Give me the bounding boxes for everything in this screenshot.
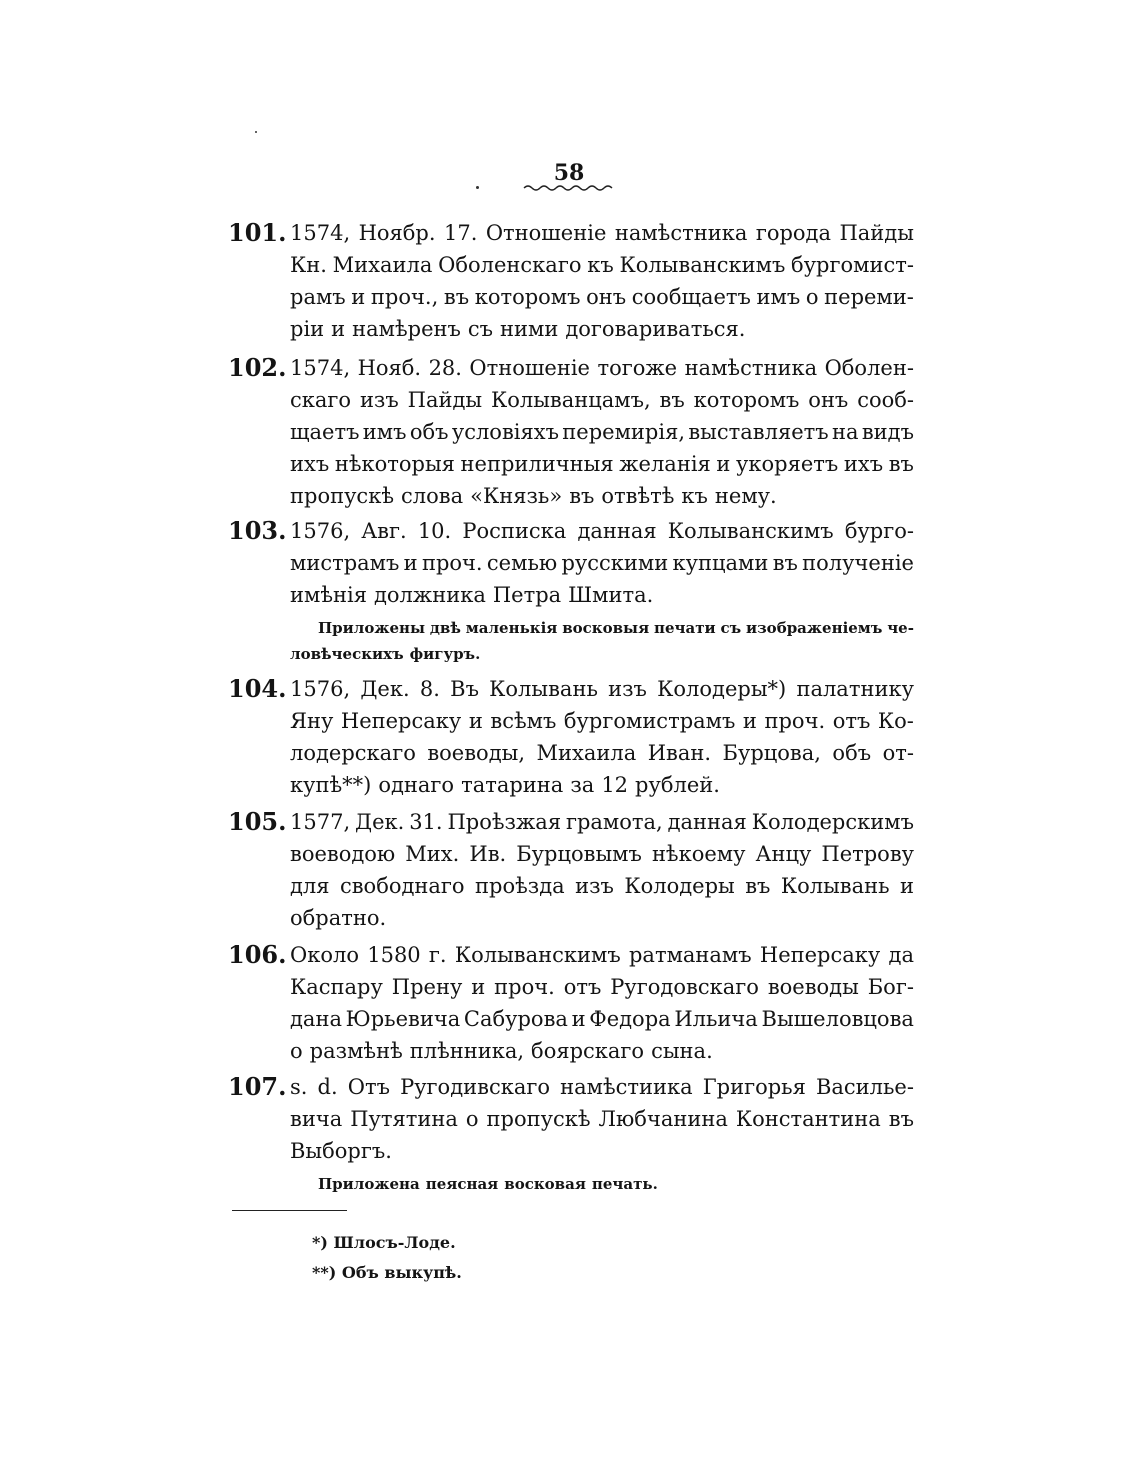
- text-line: имѣнiя должника Петра Шмита.: [290, 583, 654, 607]
- text-line: 1576, Авг. 10. Росписка данная Колыванскимъ бурго-: [290, 519, 914, 543]
- text-line: Кн. Михаила Оболенскаго къ Колыванскимъ бургомист-: [290, 253, 914, 277]
- entry-103: [228, 515, 914, 667]
- entry-text: [290, 673, 914, 801]
- entry-106: [228, 939, 914, 1067]
- text-line: пропускѣ слова «Князь» въ отвѣтѣ къ нему.: [290, 484, 777, 508]
- text-line: Около 1580 г. Колыванскимъ ратманамъ Неперсаку да: [290, 943, 914, 967]
- text-line: купѣ**) однаго татарина за 12 рублей.: [290, 773, 720, 797]
- entry-number: 107.: [228, 1072, 287, 1101]
- text-line: дана Юрьевича Сабурова и Федора Ильича Вышеловцова: [290, 1007, 914, 1031]
- entry-number: 101.: [228, 218, 287, 247]
- text-line: щаетъ имъ объ условiяхъ перемирiя, выставляетъ на видъ: [290, 420, 914, 444]
- entry-105: [228, 806, 914, 934]
- footnote-1: *) Шлосъ-Лоде.: [312, 1233, 456, 1252]
- entry-number: 105.: [228, 807, 287, 836]
- entry-text: [290, 352, 914, 512]
- entry-text: [290, 515, 914, 611]
- stray-mark: [476, 186, 479, 189]
- text-line: ихъ нѣкоторыя неприличныя желанiя и укоряетъ ихъ въ: [290, 452, 914, 476]
- entry-101: [228, 217, 914, 345]
- note-line: ловѣческихъ фигуръ.: [290, 645, 481, 663]
- text-line: для свободнаго проѣзда изъ Колодеры въ Колывань и: [290, 874, 914, 898]
- entry-text: [290, 806, 914, 934]
- entry-104: [228, 673, 914, 801]
- entry-note: [290, 615, 914, 667]
- text-line: s. d. Отъ Ругодивскаго намѣстиика Григорья Василье-: [290, 1075, 914, 1099]
- entry-number: 103.: [228, 516, 287, 545]
- footnote-separator: [232, 1210, 347, 1211]
- page-number-ornament: [522, 182, 614, 192]
- text-line: Каспару Прену и проч. отъ Ругодовскаго воеводы Бог-: [290, 975, 914, 999]
- text-line: скаго изъ Пайды Колыванцамъ, въ которомъ онъ сооб-: [290, 388, 914, 412]
- entry-102: [228, 352, 914, 512]
- entry-number: 102.: [228, 353, 287, 382]
- text-line: 1574, Нояб. 28. Отношенiе тогоже намѣстника Оболен-: [290, 356, 914, 380]
- text-line: Выборгъ.: [290, 1139, 392, 1163]
- text-line: воеводою Мих. Ив. Бурцовымъ нѣкоему Анцу Петрову: [290, 842, 914, 866]
- entry-text: [290, 939, 914, 1067]
- text-line: мистрамъ и проч. семью русскими купцами въ полученiе: [290, 551, 914, 575]
- text-line: лодерскаго воеводы, Михаила Иван. Бурцова, объ от-: [290, 741, 914, 765]
- entry-text: [290, 1071, 914, 1167]
- note-line: Приложены двѣ маленькiя восковыя печати съ изображенiемъ че-: [318, 619, 914, 637]
- text-line: рамъ и проч., въ которомъ онъ сообщаетъ имъ о переми-: [290, 285, 914, 309]
- entry-number: 104.: [228, 674, 287, 703]
- text-line: 1576, Дек. 8. Въ Колывань изъ Колодеры*) палатнику: [290, 677, 914, 701]
- note-line: Приложена пеясная восковая печать.: [318, 1175, 658, 1193]
- footnote-2: **) Объ выкупѣ.: [312, 1263, 462, 1282]
- entry-number: 106.: [228, 940, 287, 969]
- entry-text: [290, 217, 914, 345]
- text-line: рiи и намѣренъ съ ними договариваться.: [290, 317, 746, 341]
- text-line: 1574, Ноябр. 17. Отношенiе намѣстника города Пайды: [290, 221, 914, 245]
- text-line: обратно.: [290, 906, 387, 930]
- page-number: 58: [553, 160, 585, 186]
- text-line: вича Путятина о пропускѣ Любчанина Константина въ: [290, 1107, 914, 1131]
- text-line: Яну Неперсаку и всѣмъ бургомистрамъ и проч. отъ Ко-: [290, 709, 914, 733]
- entry-107: [228, 1071, 914, 1197]
- stray-mark: [255, 131, 257, 133]
- text-line: 1577, Дек. 31. Проѣзжая грамота, данная Колодерскимъ: [290, 810, 914, 834]
- entry-note: [290, 1171, 914, 1197]
- text-line: о размѣнѣ плѣнника, боярскаго сына.: [290, 1039, 713, 1063]
